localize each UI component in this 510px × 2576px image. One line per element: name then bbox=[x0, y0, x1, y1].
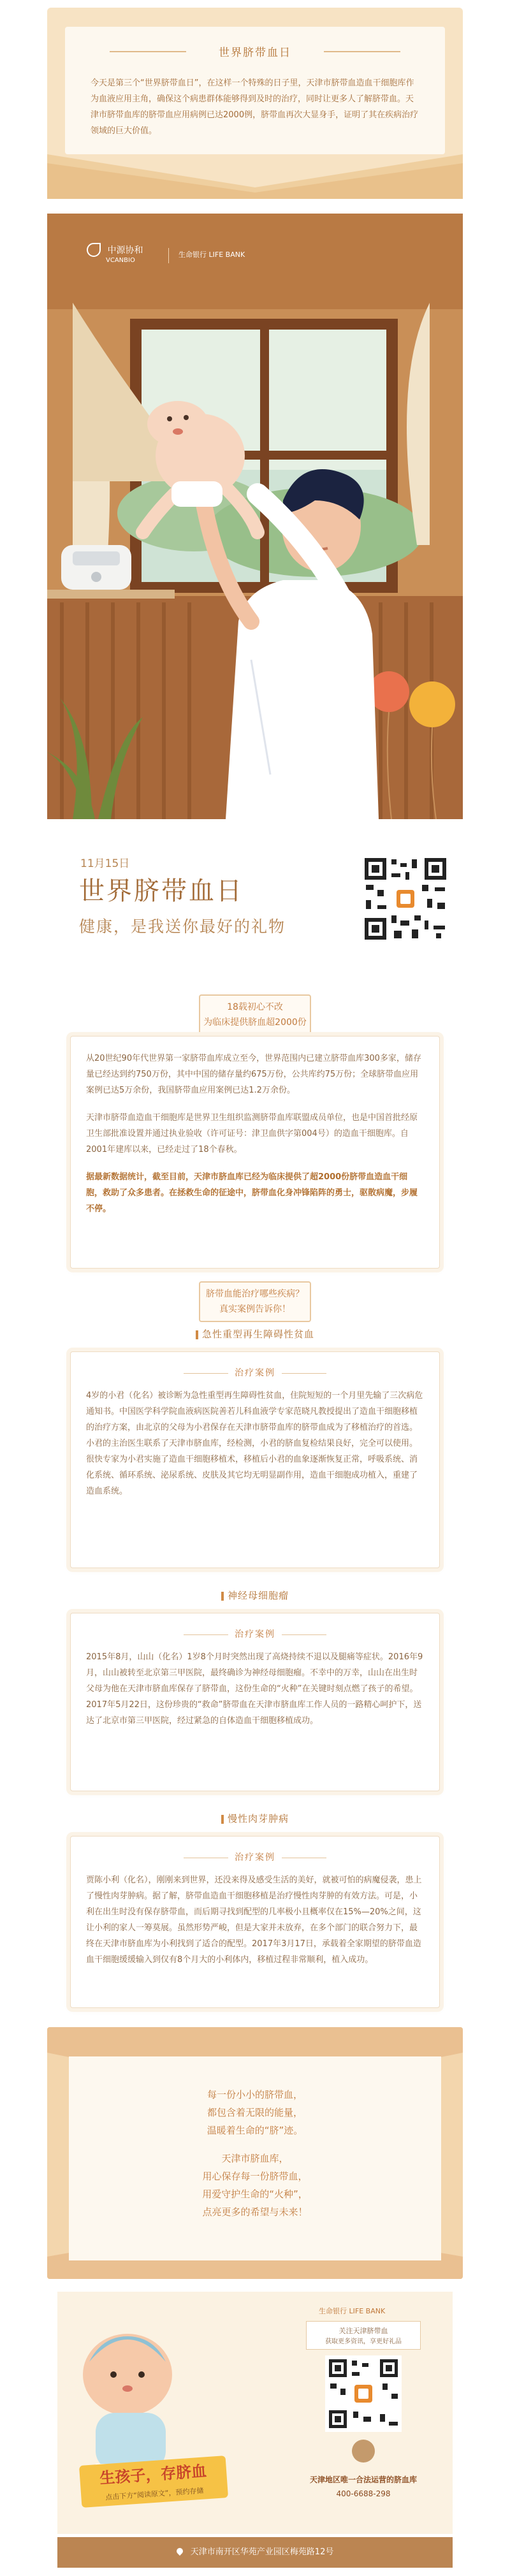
intro-title: 世界脐带血日 bbox=[219, 47, 291, 59]
question-pill: 脐带血能治疗哪些疾病？ 真实案例告诉你！ bbox=[199, 1281, 311, 1322]
footer-address: 天津市南开区华苑产业园区梅苑路12号 bbox=[190, 2547, 334, 2557]
promo-cta[interactable]: 点击下方“阅读原文”，预约存储 bbox=[105, 2486, 204, 2502]
brand-logo-lifebank: 生命银行 LIFE BANK bbox=[178, 251, 245, 259]
promo-poster bbox=[57, 2292, 453, 2534]
case-2-label bbox=[71, 1627, 439, 1640]
poem-line: 用爱守护生命的“火种”， bbox=[202, 2188, 308, 2200]
poem-line: 用心保存每一份脐带血， bbox=[202, 2171, 308, 2182]
case-2-label-text: 治疗案例 bbox=[235, 1629, 275, 1640]
case-2-card bbox=[70, 1613, 440, 1791]
poem-line: 温暖着生命的“脐”迹。 bbox=[207, 2125, 303, 2136]
poem-line: 天津市脐血库， bbox=[221, 2153, 289, 2164]
title-bar-icon bbox=[196, 1330, 198, 1339]
intro-card bbox=[47, 8, 463, 199]
poem-line bbox=[47, 2139, 463, 2150]
brand-cn: 中源协和 bbox=[107, 245, 143, 256]
qr-caption-2: 获取更多资讯，享更好礼品 bbox=[325, 2338, 402, 2345]
page-subtitle: 健康，是我送你最好的礼物 bbox=[79, 917, 286, 936]
brand-divider bbox=[168, 248, 169, 263]
case-3-label bbox=[71, 1851, 439, 1863]
headline-pill: 18载初心不改 为临床提供脐血超2000份 bbox=[199, 994, 311, 1035]
brand-logo-vcanbio bbox=[87, 243, 143, 264]
case-1-card bbox=[70, 1351, 440, 1568]
promo-qr-code[interactable] bbox=[325, 2355, 402, 2432]
title-bar-icon bbox=[221, 1815, 224, 1824]
stats-paragraph-2: 天津市脐带血造血干细胞库是世界卫生组织监测脐带血库联盟成员单位，也是中国首批经原卫生部批准设置并通过执业验收（许可证号：津卫血供字第004号）的造血干细胞库。自2001年建库以来，已经走过了18个春秋。 bbox=[86, 1113, 418, 1154]
leaf-icon bbox=[87, 243, 101, 257]
case-2-text: 2015年8月，山山（化名）1岁8个月时突然出现了高烧持续不退以及腿痛等症状。2016年9月，山山被转至北京第三甲医院，最终确诊为神经母细胞瘤。不幸中的万幸，山山在出生时父母为他在天津市脐血库保存了脐带血，这份生命的“火种”在关键时刻点燃了孩子的希望。2017年5月22日，这份珍贵的“救命”脐带血在天津市脐血库工作人员的一路精心呵护下，送达了北京市第三甲医院，经过紧急的自体造血干细胞移植成功。 bbox=[86, 1652, 423, 1726]
case-3-text: 贾陈小利（化名），刚刚来到世界，还没来得及感受生活的美好，就被可怕的病魔侵袭，患上了慢性肉芽肿病。据了解，脐带血造血干细胞移植是治疗慢性肉芽肿的有效方法。可是，小利在出生时没有保存脐带血，而后期寻找到配型的几率极小且概率仅在15%—20%之间，这让小利的家人一筹莫展。虽然形势严峻，但是大家并未放弃，在多个部门的联合努力下，最终在天津市脐血库为小利找到了适合的配型。2017年3月17日，承载着全家期望的脐带血造血干细胞缓缓输入到仅有8个月大的小利体内，移植过程非常顺利，植入成功。 bbox=[86, 1875, 422, 1965]
case-1-section-label: 急性重型再生障碍性贫血 bbox=[201, 1328, 314, 1340]
case-2-section-label: 神经母细胞瘤 bbox=[227, 1590, 289, 1601]
event-date: 11月15日 bbox=[80, 857, 130, 870]
case-1-label bbox=[71, 1366, 439, 1379]
qr-caption-box bbox=[306, 2321, 421, 2350]
poem-lines bbox=[47, 2086, 463, 2221]
case-1-text: 4岁的小君（化名）被诊断为急性重型再生障碍性贫血，住院短短的一个月里先输了三次病危通知书。中国医学科学院血液病医院善若儿科血液学专家范晓凡教授提出了造血干细胞移植的治疗方案，由北京的父母为小君保存在天津市脐带血库的脐带血成为了移植治疗的首选。小君的主治医生联系了天津市脐血库，经检测，小君的脐血复检结果良好，完全可以使用。很快专家为小君实施了造血干细胞移植术，移植后小君的血象逐渐恢复正常，呼吸系统、消化系统、循环系统、泌尿系统、皮肤及其它均无明显副作用，造血干细胞成功植入，重建了造血系统。 bbox=[86, 1391, 423, 1496]
stats-card bbox=[70, 1036, 440, 1269]
poem-card bbox=[47, 2027, 463, 2279]
promo-slogan: 生孩子，存脐血 bbox=[99, 2462, 208, 2487]
case-3-label-text: 治疗案例 bbox=[235, 1852, 275, 1863]
poem-line: 点亮更多的希望与未来！ bbox=[202, 2206, 308, 2218]
intro-body: 今天是第三个“世界脐带血日”，在这样一个特殊的日子里，天津市脐带血造血干细胞库作为血液应用主角，确保这个病患群体能够得到及时的治疗，同时让更多人了解脐带血。天津市脐带血库的脐带血应用病例已达2000例，脐带血再次大显身手，证明了其在疾病治疗领域的巨大价值。 bbox=[91, 78, 419, 136]
qr-code[interactable] bbox=[361, 854, 450, 943]
badge-icon bbox=[352, 2440, 375, 2463]
promo-hotline[interactable]: 400-6688-298 bbox=[336, 2489, 391, 2498]
envelope-fold bbox=[47, 148, 463, 199]
poem-line: 每一份小小的脐带血， bbox=[207, 2089, 303, 2100]
qr-caption-1: 关注天津脐带血 bbox=[339, 2327, 388, 2335]
case-1-section-title bbox=[0, 1327, 510, 1341]
stats-paragraph-1: 从20世纪90年代世界第一家脐带血库成立至今，世界范围内已建立脐带血库300多家，储存量已经达到约750万份，其中中国的储存量约675万份，公共库约75万份；全球脐带血应用案例已达5万余份，我国脐带血应用案例已达1.2万余份。 bbox=[86, 1054, 421, 1095]
promo-brand: 生命银行 LIFE BANK bbox=[319, 2307, 386, 2315]
intro-paper bbox=[65, 27, 445, 154]
hero-illustration bbox=[47, 214, 463, 819]
father-baby-illustration bbox=[47, 214, 463, 819]
brand-en: VCANBIO bbox=[106, 257, 135, 264]
case-3-section-label: 慢性肉芽肿病 bbox=[227, 1813, 289, 1824]
case-2-section-title bbox=[0, 1589, 510, 1602]
poem-line: 都包含着无限的能量， bbox=[207, 2107, 303, 2118]
case-1-label-text: 治疗案例 bbox=[235, 1368, 275, 1378]
case-3-card bbox=[70, 1836, 440, 2008]
location-pin-icon bbox=[175, 2547, 184, 2556]
stats-paragraph-3: 据最新数据统计，截至目前，天津市脐血库已经为临床提供了超2000份脐带血造血干细胞，救助了众多患者。在拯救生命的征途中，脐带血化身冲锋陷阵的勇士，驱散病魔，步履不停。 bbox=[86, 1172, 418, 1214]
page-title: 世界脐带血日 bbox=[79, 877, 244, 906]
case-3-section-title bbox=[0, 1812, 510, 1825]
footer-address-bar bbox=[57, 2537, 453, 2568]
promo-org: 天津地区唯一合法运营的脐血库 bbox=[309, 2475, 417, 2484]
title-bar-icon bbox=[221, 1592, 224, 1601]
